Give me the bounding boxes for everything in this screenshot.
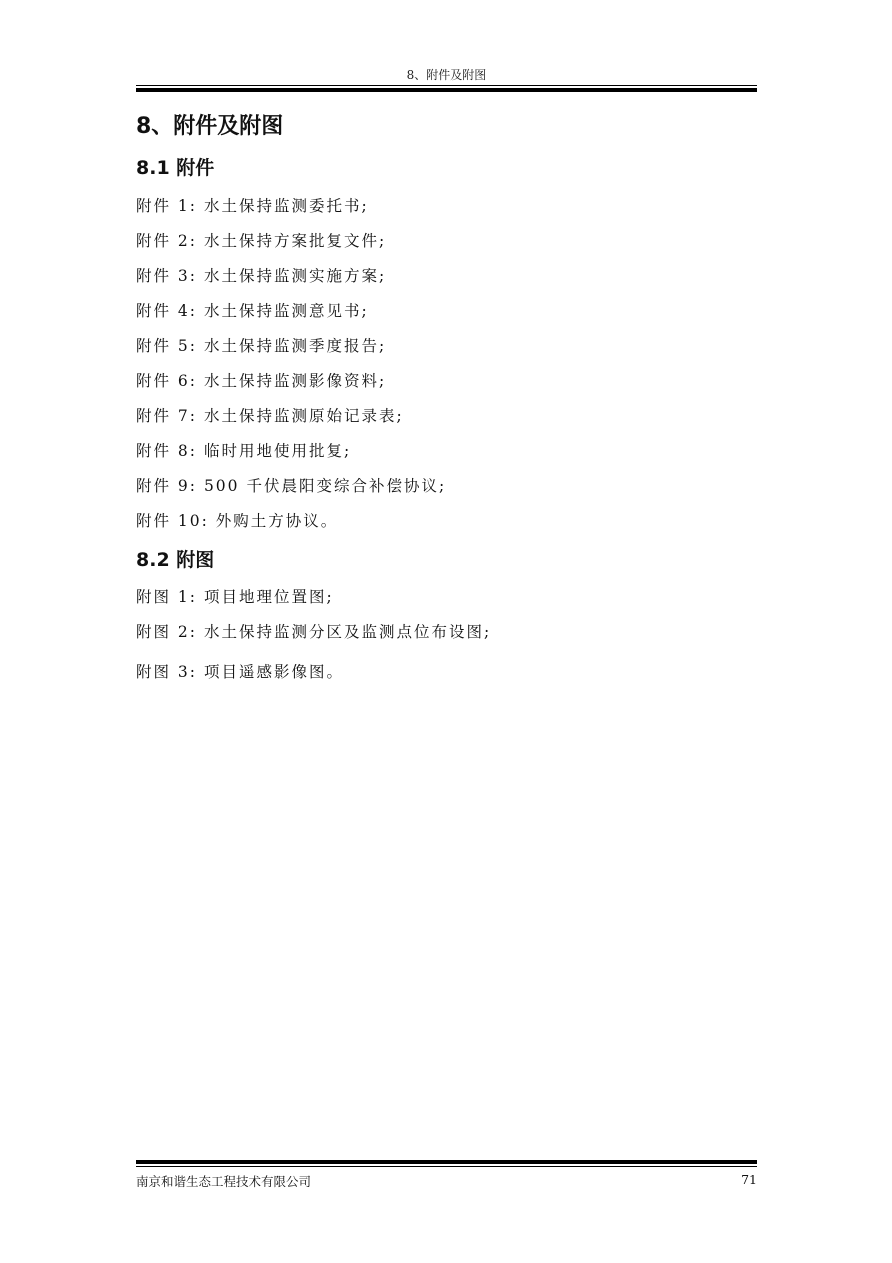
attachment-item: 附件 8: 临时用地使用批复; [136, 442, 352, 460]
attachment-item: 附件 9: 500 千伏晨阳变综合补偿协议; [136, 477, 447, 495]
footer-company: 南京和谐生态工程技术有限公司 [136, 1174, 312, 1189]
attachment-item: 附件 1: 水土保持监测委托书; [136, 197, 369, 215]
footer-page-number: 71 [741, 1172, 757, 1187]
figure-item: 附图 1: 项目地理位置图; [136, 588, 334, 606]
attachment-item: 附件 7: 水土保持监测原始记录表; [136, 407, 404, 425]
attachments-heading: 8.1 附件 [136, 157, 215, 179]
footer-rule-thin [136, 1166, 757, 1167]
attachment-item: 附件 3: 水土保持监测实施方案; [136, 267, 387, 285]
figure-item: 附图 3: 项目遥感影像图。 [136, 663, 344, 681]
header-rule-thick [136, 88, 757, 92]
running-header: 8、附件及附图 [406, 68, 487, 82]
figures-heading: 8.2 附图 [136, 549, 215, 571]
figure-item: 附图 2: 水土保持监测分区及监测点位布设图; [136, 623, 492, 641]
section-title: 8、附件及附图 [136, 114, 284, 139]
attachment-item: 附件 6: 水土保持监测影像资料; [136, 372, 387, 390]
header-rule-thin [136, 85, 757, 86]
attachment-item: 附件 10: 外购土方协议。 [136, 512, 339, 530]
attachment-item: 附件 5: 水土保持监测季度报告; [136, 337, 387, 355]
attachment-item: 附件 2: 水土保持方案批复文件; [136, 232, 387, 250]
attachment-item: 附件 4: 水土保持监测意见书; [136, 302, 369, 320]
footer-rule-thick [136, 1160, 757, 1164]
